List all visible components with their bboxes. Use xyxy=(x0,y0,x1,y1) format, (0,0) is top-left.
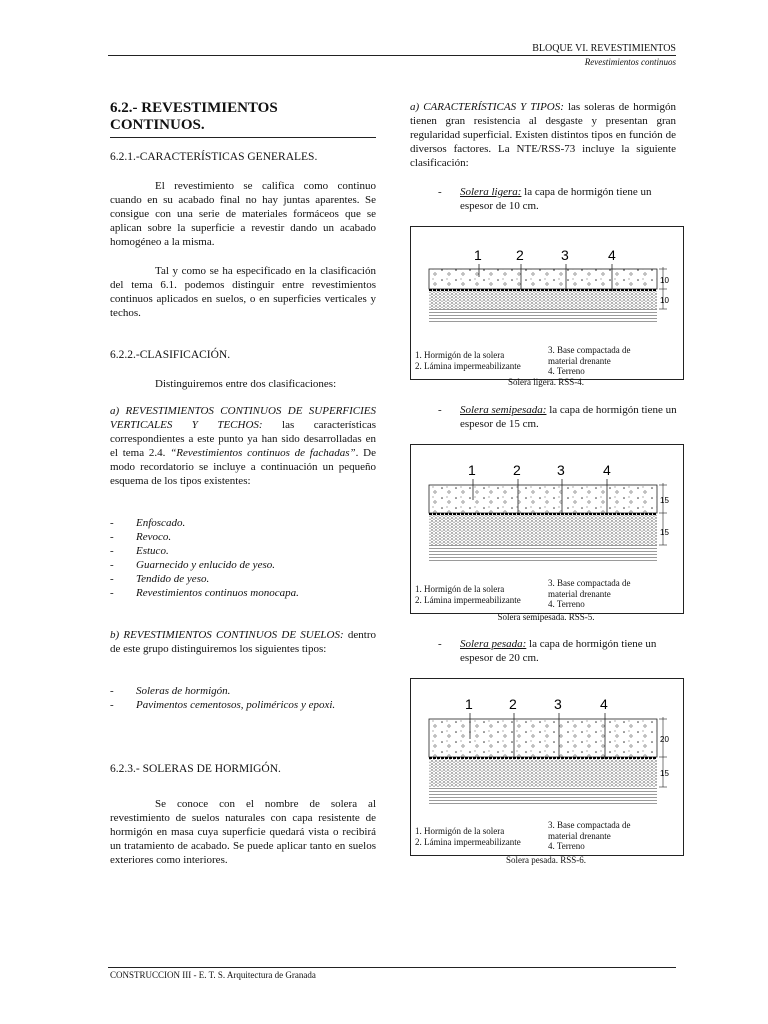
list-b xyxy=(110,684,376,712)
concrete-layer xyxy=(429,269,657,289)
dim-bottom: 15 xyxy=(660,769,669,778)
s622-heading: 6.2.2.-CLASIFICACIÓN. xyxy=(110,349,231,361)
caption-semipesada: Solera semipesada. RSS-5. xyxy=(497,612,595,622)
concrete-layer xyxy=(429,485,657,513)
gravel-layer xyxy=(429,515,657,545)
callout-2: 2 xyxy=(509,696,517,712)
list-item: - Enfoscado. xyxy=(110,516,376,530)
list-item: - Revestimientos continuos monocapa. xyxy=(110,586,376,600)
header-rule xyxy=(108,55,676,56)
figure-solera-ligera xyxy=(410,226,684,380)
legend-right: 3. Base compactada de material drenante 4. Terreno xyxy=(548,345,631,376)
callout-4: 4 xyxy=(600,696,608,712)
header-title: BLOQUE VI. REVESTIMIENTOS xyxy=(532,43,676,54)
soil-layer xyxy=(429,787,657,805)
callout-2: 2 xyxy=(513,462,521,478)
callout-3: 3 xyxy=(557,462,565,478)
type-semipesada: - Solera semipesada: la capa de hormigón tiene un espesor de 15 cm. xyxy=(438,404,677,430)
list-item: - Guarnecido y enlucido de yeso. xyxy=(110,558,376,572)
type-name: Solera semipesada: xyxy=(460,404,547,416)
section-title xyxy=(110,100,376,138)
dim-top: 15 xyxy=(660,496,669,505)
dim-bottom: 15 xyxy=(660,528,669,537)
right-intro-lead: a) CARACTERÍSTICAS Y TIPOS: xyxy=(410,101,564,113)
callout-3: 3 xyxy=(561,247,569,263)
gravel-layer xyxy=(429,291,657,309)
callout-4: 4 xyxy=(603,462,611,478)
list-item: - Estuco. xyxy=(110,544,376,558)
s622-b-paragraph: b) REVESTIMIENTOS CONTINUOS DE SUELOS: dentro de este grupo distinguiremos los siguientes tipos: xyxy=(110,629,376,655)
section-title-line1: 6.2.- REVESTIMIENTOS xyxy=(110,100,278,116)
header-subtitle: Revestimientos continuos xyxy=(584,57,676,67)
right-intro: a) CARACTERÍSTICAS Y TIPOS: las soleras de hormigón tienen gran resistencia al desgaste y presentan gran regularidad superficial. Existen distintos tipos en función de diversos factores. La NTE/RSS-73 incluye la siguiente clasificación: xyxy=(410,101,676,169)
soil-layer xyxy=(429,309,657,323)
list-item: - Pavimentos cementosos, poliméricos y epoxi. xyxy=(110,698,376,712)
s623-paragraph: Se conoce con el nombre de solera al revestimiento de suelos naturales con capa resistente de hormigón en masa cuya superficie quedará vista o recibirá un tratamiento de acabado. Se puede aplicar tanto en suelos exteriores como interiores. xyxy=(110,798,376,866)
caption-ligera: Solera ligera. RSS-4. xyxy=(508,377,584,387)
s621-paragraph-2: Tal y como se ha especificado en la clasificación del tema 6.1. podemos distinguir entre revestimientos continuos aplicados en suelos, o en superficies verticales y techos. xyxy=(110,265,376,319)
type-name: Solera ligera: xyxy=(460,186,522,198)
s621-paragraph-1: El revestimiento se califica como continuo cuando en su acabado final no hay juntas aparentes. Se consigue con una serie de materiales formáceos que se aplican sobre la superficie a revestir dando un acabado homogéneo a la misma. xyxy=(110,180,376,248)
legend-left: 1. Hormigón de la solera 2. Lámina impermeabilizante xyxy=(415,350,521,371)
figure-solera-semipesada xyxy=(410,444,684,614)
caption-pesada: Solera pesada. RSS-6. xyxy=(506,855,586,865)
callout-4: 4 xyxy=(608,247,616,263)
dim-top: 10 xyxy=(660,276,669,285)
section-title-line2: CONTINUOS. xyxy=(110,117,205,133)
dim-bottom: 10 xyxy=(660,296,669,305)
list-item: - Tendido de yeso. xyxy=(110,572,376,586)
dim-top: 20 xyxy=(660,735,669,744)
type-pesada: - Solera pesada: la capa de hormigón tiene un espesor de 20 cm. xyxy=(438,638,657,664)
s622-a-lead: a) REVESTIMIENTOS CONTINUOS DE SUPERFICIES VERTICALES Y TECHOS: xyxy=(110,405,376,431)
list-a xyxy=(110,516,376,600)
s622-a-paragraph: a) REVESTIMIENTOS CONTINUOS DE SUPERFICIES VERTICALES Y TECHOS: las características correspondientes a este punto ya han sido desarrolladas en el tema 2.4. “Revestimientos continuos de fachadas”. De modo recordatorio se incluye a continuación un pequeño esquema de los tipos existentes: xyxy=(110,405,377,487)
s622-intro: Distinguiremos entre dos clasificaciones: xyxy=(155,378,337,390)
callout-3: 3 xyxy=(554,696,562,712)
legend-left: 1. Hormigón de la solera 2. Lámina impermeabilizante xyxy=(415,584,521,605)
callout-1: 1 xyxy=(468,462,476,478)
legend-right: 3. Base compactada de material drenante 4. Terreno xyxy=(548,578,631,609)
s622-a-ref: “Revestimientos continuos de fachadas” xyxy=(170,447,356,459)
legend-left: 1. Hormigón de la solera 2. Lámina impermeabilizante xyxy=(415,826,521,847)
callout-2: 2 xyxy=(516,247,524,263)
figure-solera-pesada xyxy=(410,678,684,856)
type-ligera: - Solera ligera: la capa de hormigón tiene un espesor de 10 cm. xyxy=(438,186,652,212)
callout-1: 1 xyxy=(474,247,482,263)
section-title-rule xyxy=(110,137,376,138)
callout-1: 1 xyxy=(465,696,473,712)
s623-heading: 6.2.3.- SOLERAS DE HORMIGÓN. xyxy=(110,763,281,775)
s622-b-lead: b) REVESTIMIENTOS CONTINUOS DE SUELOS: xyxy=(110,629,344,641)
footer-text: CONSTRUCCION III - E. T. S. Arquitectura de Granada xyxy=(110,970,316,980)
list-item: - Revoco. xyxy=(110,530,376,544)
legend-right: 3. Base compactada de material drenante 4. Terreno xyxy=(548,820,631,851)
type-name: Solera pesada: xyxy=(460,638,527,650)
list-item: - Soleras de hormigón. xyxy=(110,684,376,698)
s621-heading: 6.2.1.-CARACTERÍSTICAS GENERALES. xyxy=(110,151,318,163)
footer-rule xyxy=(108,967,676,968)
gravel-layer xyxy=(429,759,657,787)
concrete-layer xyxy=(429,719,657,757)
soil-layer xyxy=(429,545,657,563)
